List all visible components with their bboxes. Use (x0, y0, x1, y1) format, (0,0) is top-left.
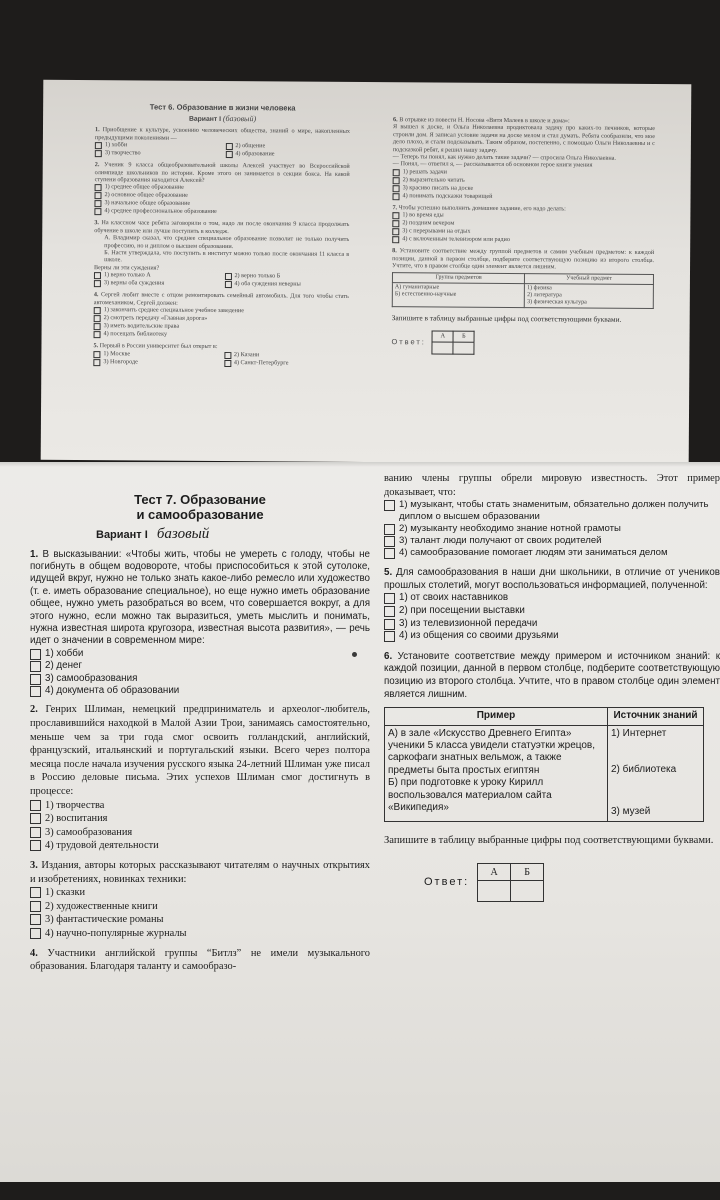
question-number: 1. (94, 126, 100, 134)
q4-options (384, 499, 720, 559)
answer-option[interactable] (384, 523, 720, 535)
answer-option[interactable] (30, 673, 370, 685)
answer-option-label: 2) основное общее образование (104, 191, 188, 200)
answer-option[interactable] (30, 812, 370, 826)
answer-checkbox[interactable] (30, 928, 41, 939)
q6-passage-3: — Понял, — ответил я, — рассказывается об основном герое книги умения (392, 160, 593, 170)
q2-num: 2. (30, 704, 38, 716)
question-options (94, 306, 349, 340)
record-instruction: Запишите в таблицу выбранные цифры под соответствующими буквами. (384, 834, 714, 846)
answer-option[interactable] (384, 618, 720, 631)
top-worksheet-page (41, 80, 692, 465)
judgment-statement: Б. Настя утверждала, что поступить в институт можно только после окончания 11 класса в школе. (104, 249, 350, 264)
q6-text: В отрывке из повести Н. Носова «Витя Малеев в школе и дома»: (399, 116, 570, 125)
q1-text: В высказывании: «Чтобы жить, чтобы не умереть с голоду, чтобы не погибнуть в общем водовороте, чтобы приспособиться к этой сутолоке, идущей вкруг, нужно не только знать какое-либо ремесло или художество (т. е. иметь образование специальное), но еще нужно иметь образование общее, нужно уметь разобраться во всем, что совершается вокруг, а для этого нужно, если можно так выразиться, уметь мыслить и понимать, нужна известная широта кругозора, известная высота развития», — речь идет о значении в современном мире: (30, 548, 370, 647)
answer-option-label: 3) из телевизионной передачи (399, 617, 538, 629)
punch-hole (352, 652, 357, 657)
q6-options (393, 168, 655, 202)
q7-options (392, 211, 654, 245)
q4-num: 4. (30, 947, 38, 959)
answer-checkbox[interactable] (30, 887, 41, 898)
answer-checkbox[interactable] (392, 236, 399, 243)
answer-checkbox[interactable] (30, 827, 41, 838)
answer-option[interactable] (224, 280, 349, 289)
q6-num: 6. (384, 650, 393, 662)
table-right-item: 2) литература (527, 292, 562, 299)
answer-checkbox[interactable] (94, 323, 101, 330)
test6-question-1 (95, 127, 350, 160)
answer-option[interactable] (30, 648, 370, 660)
test6-handwriting: (базовый) (222, 113, 257, 124)
question-options (93, 350, 348, 368)
table-header-example: Пример (385, 708, 608, 725)
answer-option-label: 1) хобби (104, 141, 128, 149)
answer-checkbox[interactable] (30, 800, 41, 811)
answer-option-label: 4) трудовой деятельности (45, 840, 159, 852)
answer-checkbox[interactable] (384, 631, 395, 642)
answer-option[interactable] (384, 605, 720, 618)
answer-label: Ответ: (424, 876, 470, 889)
answer-checkbox[interactable] (94, 307, 101, 314)
test6-question-2 (94, 161, 349, 217)
question-number: 3. (94, 219, 100, 227)
answer-option-label: 2) поздним вечером (402, 219, 455, 227)
test7-handwriting: базовый (156, 526, 210, 542)
answer-checkbox[interactable] (224, 281, 231, 288)
answer-option-label: 3) с перерывами на отдых (402, 227, 471, 235)
q3-options (30, 886, 370, 940)
source-item: 2) библиотека (611, 763, 677, 775)
page-fold-shadow (0, 462, 720, 467)
answer-option-label: 3) творчество (104, 149, 141, 157)
test6-variant (95, 114, 350, 124)
test7-title-line-1: Тест 7. Образование (134, 492, 266, 507)
answer-checkbox[interactable] (94, 331, 101, 338)
q1-options (30, 648, 370, 698)
table-cell-subjects (525, 284, 654, 309)
answer-checkbox[interactable] (384, 593, 395, 604)
example-item: Б) при подготовке к уроку Кирилл воспользовался материалом сайта «Википедия» (388, 777, 552, 813)
answer-option[interactable] (95, 149, 220, 158)
answer-option[interactable] (30, 927, 370, 941)
source-item: 1) Интернет (611, 727, 667, 739)
answer-option-label: 4) из общения со своими друзьями (399, 630, 559, 642)
test7-left-column (30, 488, 370, 974)
table-left-item: А) гуманитарные (394, 284, 440, 291)
answer-checkbox[interactable] (95, 185, 102, 192)
answer-option-label: 1) сказки (45, 887, 86, 899)
answer-option[interactable] (30, 913, 370, 927)
test7-question-6 (384, 651, 720, 822)
answer-option[interactable] (94, 279, 219, 288)
answer-col-b: Б (511, 864, 544, 881)
answer-option-label: 2) смотреть передачу «Главная дорога» (103, 314, 208, 322)
test7-question-4 (30, 947, 370, 974)
question-prompt: Верны ли эти суждения? (94, 263, 160, 272)
q5-text: Для самообразования в наши дни школьники, в отличие от учеников прошлых столетий, могут воспользоваться информацией, полученной: (384, 567, 720, 591)
source-item: 3) музей (611, 806, 651, 818)
answer-option-label: 4) посещать библиотеку (103, 330, 168, 338)
answer-cell-b[interactable] (453, 342, 474, 354)
record-instruction: Запишите в таблицу выбранные цифры под соответствующими буквами. (391, 313, 622, 325)
answer-checkbox[interactable] (392, 228, 399, 235)
answer-checkbox[interactable] (94, 272, 101, 279)
answer-checkbox[interactable] (30, 661, 41, 672)
answer-checkbox[interactable] (224, 352, 231, 359)
q6-num: 6. (393, 116, 398, 124)
answer-option-label: 4) с включенным телевизором или радио (402, 235, 510, 244)
answer-checkbox[interactable] (94, 280, 101, 287)
table-left-item: Б) естественно-научные (394, 291, 457, 299)
answer-cell-b[interactable] (511, 881, 544, 902)
answer-option-label: 2) художественные книги (45, 900, 158, 912)
answer-option-label: 1) Москве (103, 349, 131, 357)
question-text: На классном часе ребята заговорили о том, надо ли после окончания 9 класса продолжать обучение в школе или лучше поступить в колледж. (94, 219, 350, 235)
answer-checkbox[interactable] (392, 220, 399, 227)
judgment-statement: А. Владимир сказал, что среднее специальное образование позволит не только получить профессию, но и диплом о высшем образовании. (104, 234, 350, 250)
answer-checkbox[interactable] (392, 212, 399, 219)
answer-option-label: 2) верно только Б (234, 272, 281, 280)
answer-option-label: 2) выразительно читать (402, 176, 465, 184)
answer-option-label: 3) фантастические романы (45, 914, 164, 926)
answer-checkbox[interactable] (30, 649, 41, 660)
answer-checkbox[interactable] (30, 813, 41, 824)
table-cell-sources (608, 725, 704, 821)
table-cell-examples (385, 725, 608, 821)
answer-checkbox[interactable] (94, 201, 101, 208)
test6-question-5 (93, 342, 348, 367)
answer-checkbox[interactable] (94, 315, 101, 322)
answer-option-label: 3) начальное общее образование (104, 199, 191, 208)
test7-question-5 (384, 567, 720, 643)
answer-checkbox[interactable] (224, 360, 231, 367)
question-number: 4. (93, 291, 99, 299)
test7-question-1 (30, 549, 370, 698)
answer-option-label: 3) иметь водительские права (103, 322, 180, 330)
answer-option-label: 4) Санкт-Петербурге (233, 358, 289, 366)
answer-option[interactable] (384, 547, 720, 559)
test6-question-3 (94, 220, 349, 290)
q5-num: 5. (384, 567, 393, 579)
answer-checkbox[interactable] (95, 142, 102, 149)
answer-option[interactable] (384, 592, 720, 605)
answer-option[interactable] (94, 330, 349, 340)
answer-checkbox[interactable] (30, 686, 41, 697)
question-text: Ученик 9 класса общеобразовательной школы Алексей участвует во Всероссийской олимпиаде школьников по истории. Кроме этого он занимается в секции бокса. На какой ступени образования находится Алексей? (94, 161, 350, 184)
test7-variant (96, 528, 370, 543)
answer-checkbox[interactable] (224, 273, 231, 280)
answer-checkbox[interactable] (225, 143, 232, 150)
table-right-item: 1) физика (527, 285, 552, 292)
answer-checkbox[interactable] (95, 150, 102, 157)
answer-checkbox[interactable] (393, 177, 400, 184)
answer-option-label: 1) верно только А (103, 271, 151, 279)
test6-questions (93, 127, 350, 368)
answer-label: Ответ: (391, 337, 426, 347)
answer-option[interactable] (30, 685, 370, 697)
answer-checkbox[interactable] (384, 524, 395, 535)
answer-option-label: 4) понимать подсказки товарищей (402, 192, 493, 200)
test6-variant-label: Вариант I (188, 115, 222, 123)
answer-col-a: А (432, 331, 453, 342)
test6-question-7 (392, 204, 654, 245)
answer-option-label: 2) денег (45, 660, 83, 672)
q4-continuation: ванию члены группы обрели мировую известность. Этот пример доказывает, что: (384, 473, 720, 498)
answer-grid (432, 331, 475, 355)
test7-question-3 (30, 859, 370, 941)
q6-text: Установите соответствие между примером и источником знаний: к каждой позиции, данной в первом столбце, подберите соответствующую позицию из второго столбца. Учтите, что в правом столбце один элемент является лишним. (384, 650, 720, 700)
answer-checkbox[interactable] (30, 914, 41, 925)
answer-option-label: 1) музыкант, чтобы стать знаменитым, обязательно должен получить диплом о высшем образовании (399, 499, 709, 523)
table-right-item: 3) физическая культура (527, 299, 587, 307)
answer-checkbox[interactable] (93, 351, 100, 358)
test7-question-2 (30, 703, 370, 853)
answer-option[interactable] (30, 900, 370, 914)
answer-checkbox[interactable] (225, 151, 232, 158)
answer-checkbox[interactable] (93, 359, 100, 366)
answer-checkbox[interactable] (30, 840, 41, 851)
test6-column (93, 102, 350, 367)
q7-num: 7. (392, 204, 398, 212)
answer-checkbox[interactable] (384, 606, 395, 617)
question-text: Сергей любит вместе с отцом ремонтировать семейный автомобиль. Для того чтобы стать автомехаником, Сергей должен: (93, 291, 349, 307)
answer-option[interactable] (30, 799, 370, 813)
answer-checkbox[interactable] (393, 169, 400, 176)
q1-num: 1. (30, 548, 39, 560)
answer-option[interactable] (30, 839, 370, 853)
q3-text: Издания, авторы которых рассказывают читателям о научных открытиях и изобретениях, новинках техники: (30, 860, 370, 885)
answer-option[interactable] (224, 359, 349, 368)
q7-text: Чтобы успешно выполнить домашнее задание, его надо делать: (398, 204, 566, 213)
answer-cell-a[interactable] (432, 342, 453, 354)
answer-option-label: 1) творчества (45, 799, 105, 811)
test7-title (30, 492, 370, 522)
table-cell-groups (392, 283, 524, 308)
answer-checkbox[interactable] (30, 901, 41, 912)
answer-option-label: 3) талант люди получают от своих родителей (399, 535, 602, 547)
answer-checkbox[interactable] (30, 674, 41, 685)
test6-question-4 (94, 291, 349, 340)
table-header-group: Группа предметов (392, 273, 524, 284)
answer-block (424, 863, 720, 902)
answer-checkbox[interactable] (384, 619, 395, 630)
q6-passage-2: — Теперь ты понял, как нужно делать такие задачи? — спросила Ольга Николаевна. (392, 153, 616, 162)
answer-option-label: 1) среднее общее образование (104, 183, 184, 192)
question-text: Приобщение к культуре, усвоению человеческих общества, знаний о мире, накопленных предыдущими поколениями — (94, 126, 351, 142)
answer-col-b: Б (453, 332, 474, 343)
question-options (95, 141, 350, 159)
answer-checkbox[interactable] (384, 500, 395, 511)
question-options (94, 271, 349, 289)
answer-option-label: 1) решать задачи (402, 168, 447, 176)
answer-option-label: 4) самообразование помогает людям эти заниматься делом (399, 547, 668, 559)
answer-option-label: 3) самообразования (45, 826, 133, 838)
answer-option-label: 3) Новгороде (103, 357, 138, 365)
q4-text: Участники английской группы “Битлз” не имели музыкального образования. Благодаря таланту и самообразо- (30, 947, 370, 973)
q2-options (30, 799, 370, 853)
answer-grid (477, 863, 544, 902)
test7-title-line-2: и самообразование (136, 507, 264, 522)
answer-checkbox[interactable] (94, 209, 101, 216)
answer-option[interactable] (30, 660, 370, 672)
answer-option-label: 4) среднее профессиональное образование (104, 207, 217, 216)
answer-option[interactable] (30, 826, 370, 840)
subject-matching-table (392, 273, 654, 310)
answer-option-label: 3) верны оба суждения (103, 279, 165, 287)
answer-option[interactable] (30, 886, 370, 900)
q8-num: 8. (392, 247, 397, 255)
q6-passage: Я вышел к доске, и Ольга Николаевна продиктовала задачу про каких-то печников, которые строили дом. Я записал условие задачи на доске мелом и стал думать. Ребята сообразили, что мое дело плохо, и стали подсказывать. Таким образом, постепенно, с помощью Ольги Николаевны и с подсказкой ребят, я решил нашу задачу. (392, 123, 656, 154)
answer-option[interactable] (384, 535, 720, 547)
question-options (94, 184, 349, 218)
answer-option[interactable] (225, 150, 350, 159)
q5-options (384, 592, 720, 642)
answer-option-label: 1) во время еды (402, 211, 444, 219)
q2-text: Генрих Шлиман, немецкий предприниматель и археолог-любитель, прославившийся находкой в Малой Азии Трои, занимаясь самостоятельно, меньше чем за три года смог освоить голландский, английский, французский, итальянский и португальский языки. Всего через полтора месяца после начала изучения русского языка 24-летний Шлиман уже писал в Россию деловые письма. Этих успехов Шлиман смог достигнуть в процессе: (30, 704, 370, 798)
answer-option-label: 1) закончить среднее специальное учебное заведение (103, 306, 245, 315)
answer-option-label: 3) самообразования (45, 672, 138, 684)
answer-checkbox[interactable] (393, 185, 400, 192)
question-number: 5. (93, 342, 99, 350)
answer-block (391, 331, 653, 356)
test6-right-column (391, 112, 655, 356)
answer-option-label: 4) научно-популярные журналы (45, 927, 187, 939)
answer-option-label: 2) общение (235, 142, 266, 150)
test7-right-column (384, 472, 720, 902)
answer-option-label: 2) Казани (233, 350, 260, 358)
answer-checkbox[interactable] (94, 193, 101, 200)
answer-checkbox[interactable] (384, 548, 395, 559)
answer-option-label: 2) воспитания (45, 813, 108, 825)
question-number: 2. (94, 161, 100, 169)
test6-question-6 (393, 116, 656, 202)
answer-option[interactable] (384, 499, 720, 523)
test6-title: Тест 6. Образование в жизни человека (149, 102, 296, 113)
question-text: Первый в России университет был открыт в: (99, 342, 218, 351)
table-header-subject: Учебный предмет (525, 274, 654, 285)
example-item: А) в зале «Искусство Древнего Египта» ученики 5 класса увидели статуэтки жрецов, саркофаги знатных вельмож, а также предметы быта простых египтян (388, 727, 596, 776)
answer-option[interactable] (93, 358, 218, 367)
answer-col-a: А (478, 864, 511, 881)
q8-text: Установите соответствие между группой предметов и самим учебным предметом: к каждой позиции, данной в первом столбце, подберите соответствующую позицию из второго столбца. Учтите, что в правом столбце один элемент является лишним. (392, 247, 655, 271)
test7-variant-label: Вариант I (96, 529, 148, 541)
answer-option-label: 4) образование (235, 150, 275, 158)
answer-option-label: 4) оба суждения неверны (234, 280, 301, 288)
answer-option[interactable] (393, 192, 655, 202)
source-matching-table (384, 707, 704, 822)
test6-question-8 (391, 247, 654, 355)
answer-option-label: 3) красиво писать на доске (402, 184, 474, 192)
answer-option-label: 2) музыканту необходимо знание нотной грамоты (399, 523, 621, 535)
answer-checkbox[interactable] (393, 193, 400, 200)
q3-num: 3. (30, 860, 38, 871)
answer-option[interactable] (384, 630, 720, 643)
answer-option-label: 2) при посещении выставки (399, 604, 525, 616)
answer-option[interactable] (94, 208, 349, 218)
table-header-source: Источник знаний (608, 708, 704, 725)
bottom-worksheet-page (0, 462, 720, 1182)
answer-option[interactable] (392, 235, 654, 245)
answer-option-label: 4) документа об образовании (45, 685, 180, 697)
answer-option-label: 1) хобби (45, 647, 84, 659)
answer-checkbox[interactable] (384, 536, 395, 547)
answer-cell-a[interactable] (478, 881, 511, 902)
answer-option-label: 1) от своих наставников (399, 592, 509, 604)
